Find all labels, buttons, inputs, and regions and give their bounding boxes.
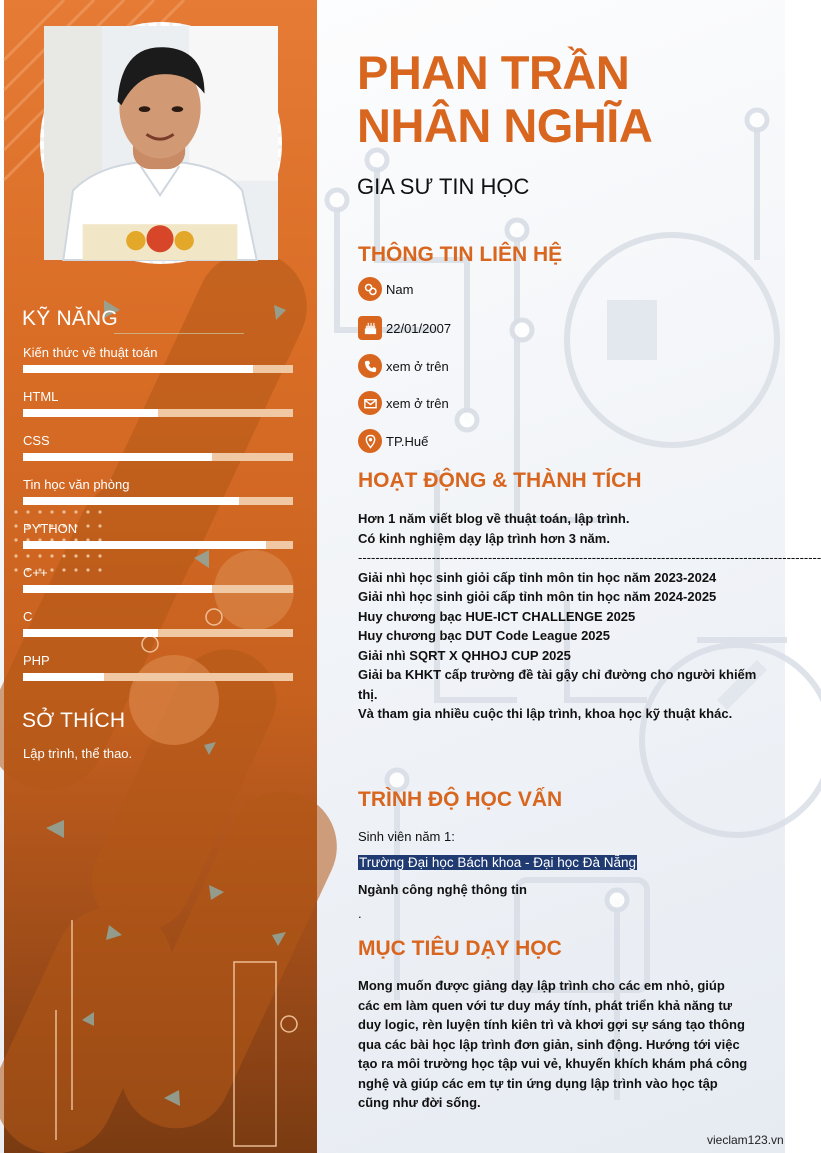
phone-icon bbox=[358, 354, 382, 378]
skill-bar bbox=[23, 585, 293, 593]
skill-bar-fill bbox=[23, 365, 253, 373]
achievement-item: Huy chương bạc DUT Code League 2025 bbox=[358, 628, 610, 643]
intro-line: Hơn 1 năm viết blog về thuật toán, lập trình. bbox=[358, 511, 630, 526]
achievements-content bbox=[358, 509, 821, 724]
achievements-heading: HOẠT ĐỘNG & THÀNH TÍCH bbox=[358, 469, 642, 492]
skill-bar-fill bbox=[23, 673, 104, 681]
skills-heading: KỸ NĂNG bbox=[22, 307, 118, 330]
skill-row bbox=[23, 565, 293, 593]
achievement-item: Huy chương bạc HUE-ICT CHALLENGE 2025 bbox=[358, 608, 636, 624]
skill-bar-fill bbox=[23, 409, 158, 417]
birthday-cake-icon bbox=[358, 316, 382, 340]
skill-label: Tin học văn phòng bbox=[23, 477, 130, 492]
achievement-item: Giải nhì SQRT X QHHOJ CUP 2025 bbox=[358, 647, 571, 663]
gender-icon bbox=[358, 277, 382, 301]
skill-bar bbox=[23, 541, 293, 549]
contact-birthday bbox=[358, 316, 451, 340]
job-title: GIA SƯ TIN HỌC bbox=[357, 174, 530, 199]
name-line-2: NHÂN NGHĨA bbox=[357, 99, 653, 152]
achievement-item: Giải ba KHKT cấp trường đề tài gậy chỉ đường cho người khiếm thị. bbox=[358, 667, 757, 702]
skill-label: PYTHON bbox=[23, 521, 78, 536]
education-year: Sinh viên năm 1: bbox=[358, 829, 455, 844]
contact-phone bbox=[358, 354, 449, 378]
skill-label: CSS bbox=[23, 433, 50, 448]
location-pin-icon bbox=[358, 429, 382, 453]
skill-row bbox=[23, 389, 293, 417]
education-school: Trường Đại học Bách khoa - Đại học Đà Nẵng bbox=[359, 855, 637, 870]
skill-bar-fill bbox=[23, 585, 212, 593]
contact-gender bbox=[358, 277, 413, 301]
skill-label: Kiến thức về thuật toán bbox=[23, 345, 158, 360]
footer-watermark[interactable]: vieclam123.vn bbox=[707, 1133, 784, 1147]
skill-bar-fill bbox=[23, 541, 266, 549]
skill-bar bbox=[23, 629, 293, 637]
skill-bar-fill bbox=[23, 497, 239, 505]
gender-text: Nam bbox=[386, 281, 414, 297]
skill-bar bbox=[23, 497, 293, 505]
skill-bar bbox=[23, 453, 293, 461]
skill-label: HTML bbox=[23, 389, 59, 404]
location-text: TP.Huế bbox=[386, 433, 429, 449]
skill-row bbox=[23, 433, 293, 461]
contact-location bbox=[358, 429, 428, 453]
skill-bar bbox=[23, 673, 293, 681]
education-major: Ngành công nghệ thông tin bbox=[358, 882, 527, 897]
skill-label: C bbox=[23, 609, 33, 624]
avatar bbox=[40, 22, 282, 264]
skill-row bbox=[23, 345, 293, 373]
hobbies-heading: SỞ THÍCH bbox=[22, 709, 126, 732]
skill-row bbox=[23, 521, 293, 549]
skill-bar bbox=[23, 409, 293, 417]
hobbies-text: Lập trình, thể thao. bbox=[23, 746, 133, 761]
skill-row bbox=[23, 477, 293, 505]
achievement-item: Giải nhì học sinh giỏi cấp tỉnh môn tin học năm 2023-2024 bbox=[358, 569, 717, 585]
divider-line: ----------------------------------------------------------------------------------------------------------- bbox=[358, 550, 821, 565]
full-name bbox=[357, 46, 652, 152]
mail-icon bbox=[358, 391, 382, 415]
skills-divider bbox=[114, 333, 244, 334]
skill-label: PHP bbox=[23, 653, 50, 668]
achievement-item: Và tham gia nhiều cuộc thi lập trình, khoa học kỹ thuật khác. bbox=[358, 706, 733, 721]
contact-heading: THÔNG TIN LIÊN HỆ bbox=[358, 243, 563, 266]
goal-heading: MỤC TIÊU DẠY HỌC bbox=[358, 937, 562, 960]
skill-bar-fill bbox=[23, 453, 212, 461]
birthday-text: 22/01/2007 bbox=[386, 320, 452, 336]
intro-line: Có kinh nghiệm dạy lập trình hơn 3 năm. bbox=[358, 530, 610, 546]
achievement-item: Giải nhì học sinh giỏi cấp tỉnh môn tin học năm 2024-2025 bbox=[358, 589, 717, 604]
phone-text: xem ở trên bbox=[386, 358, 449, 374]
skill-row bbox=[23, 609, 293, 637]
education-dot: . bbox=[358, 906, 362, 921]
contact-email bbox=[358, 391, 449, 415]
skill-bar bbox=[23, 365, 293, 373]
education-heading: TRÌNH ĐỘ HỌC VẤN bbox=[358, 788, 563, 811]
sidebar bbox=[4, 0, 317, 1153]
goal-text: Mong muốn được giảng dạy lập trình cho các em nhỏ, giúp các em làm quen với tư duy máy tính, phát triển khả năng tư duy logic, rèn luyện tính kiên trì và khơi gợi sự sáng tạo thông qua các bài học lập trình đơn giản, sinh động. Hướng tới việc tạo ra môi trường học tập vui vẻ, khuyến khích khám phá công nghệ và giúp các em tự tin ứng dụng lập trình vào học tập cũng như đời sống. bbox=[358, 978, 748, 1110]
skill-bar-fill bbox=[23, 629, 158, 637]
skill-label: C++ bbox=[23, 565, 48, 580]
skill-row bbox=[23, 653, 293, 681]
portrait-illustration bbox=[44, 26, 278, 260]
name-line-1: PHAN TRẦN bbox=[357, 46, 630, 99]
email-text: xem ở trên bbox=[386, 395, 449, 411]
